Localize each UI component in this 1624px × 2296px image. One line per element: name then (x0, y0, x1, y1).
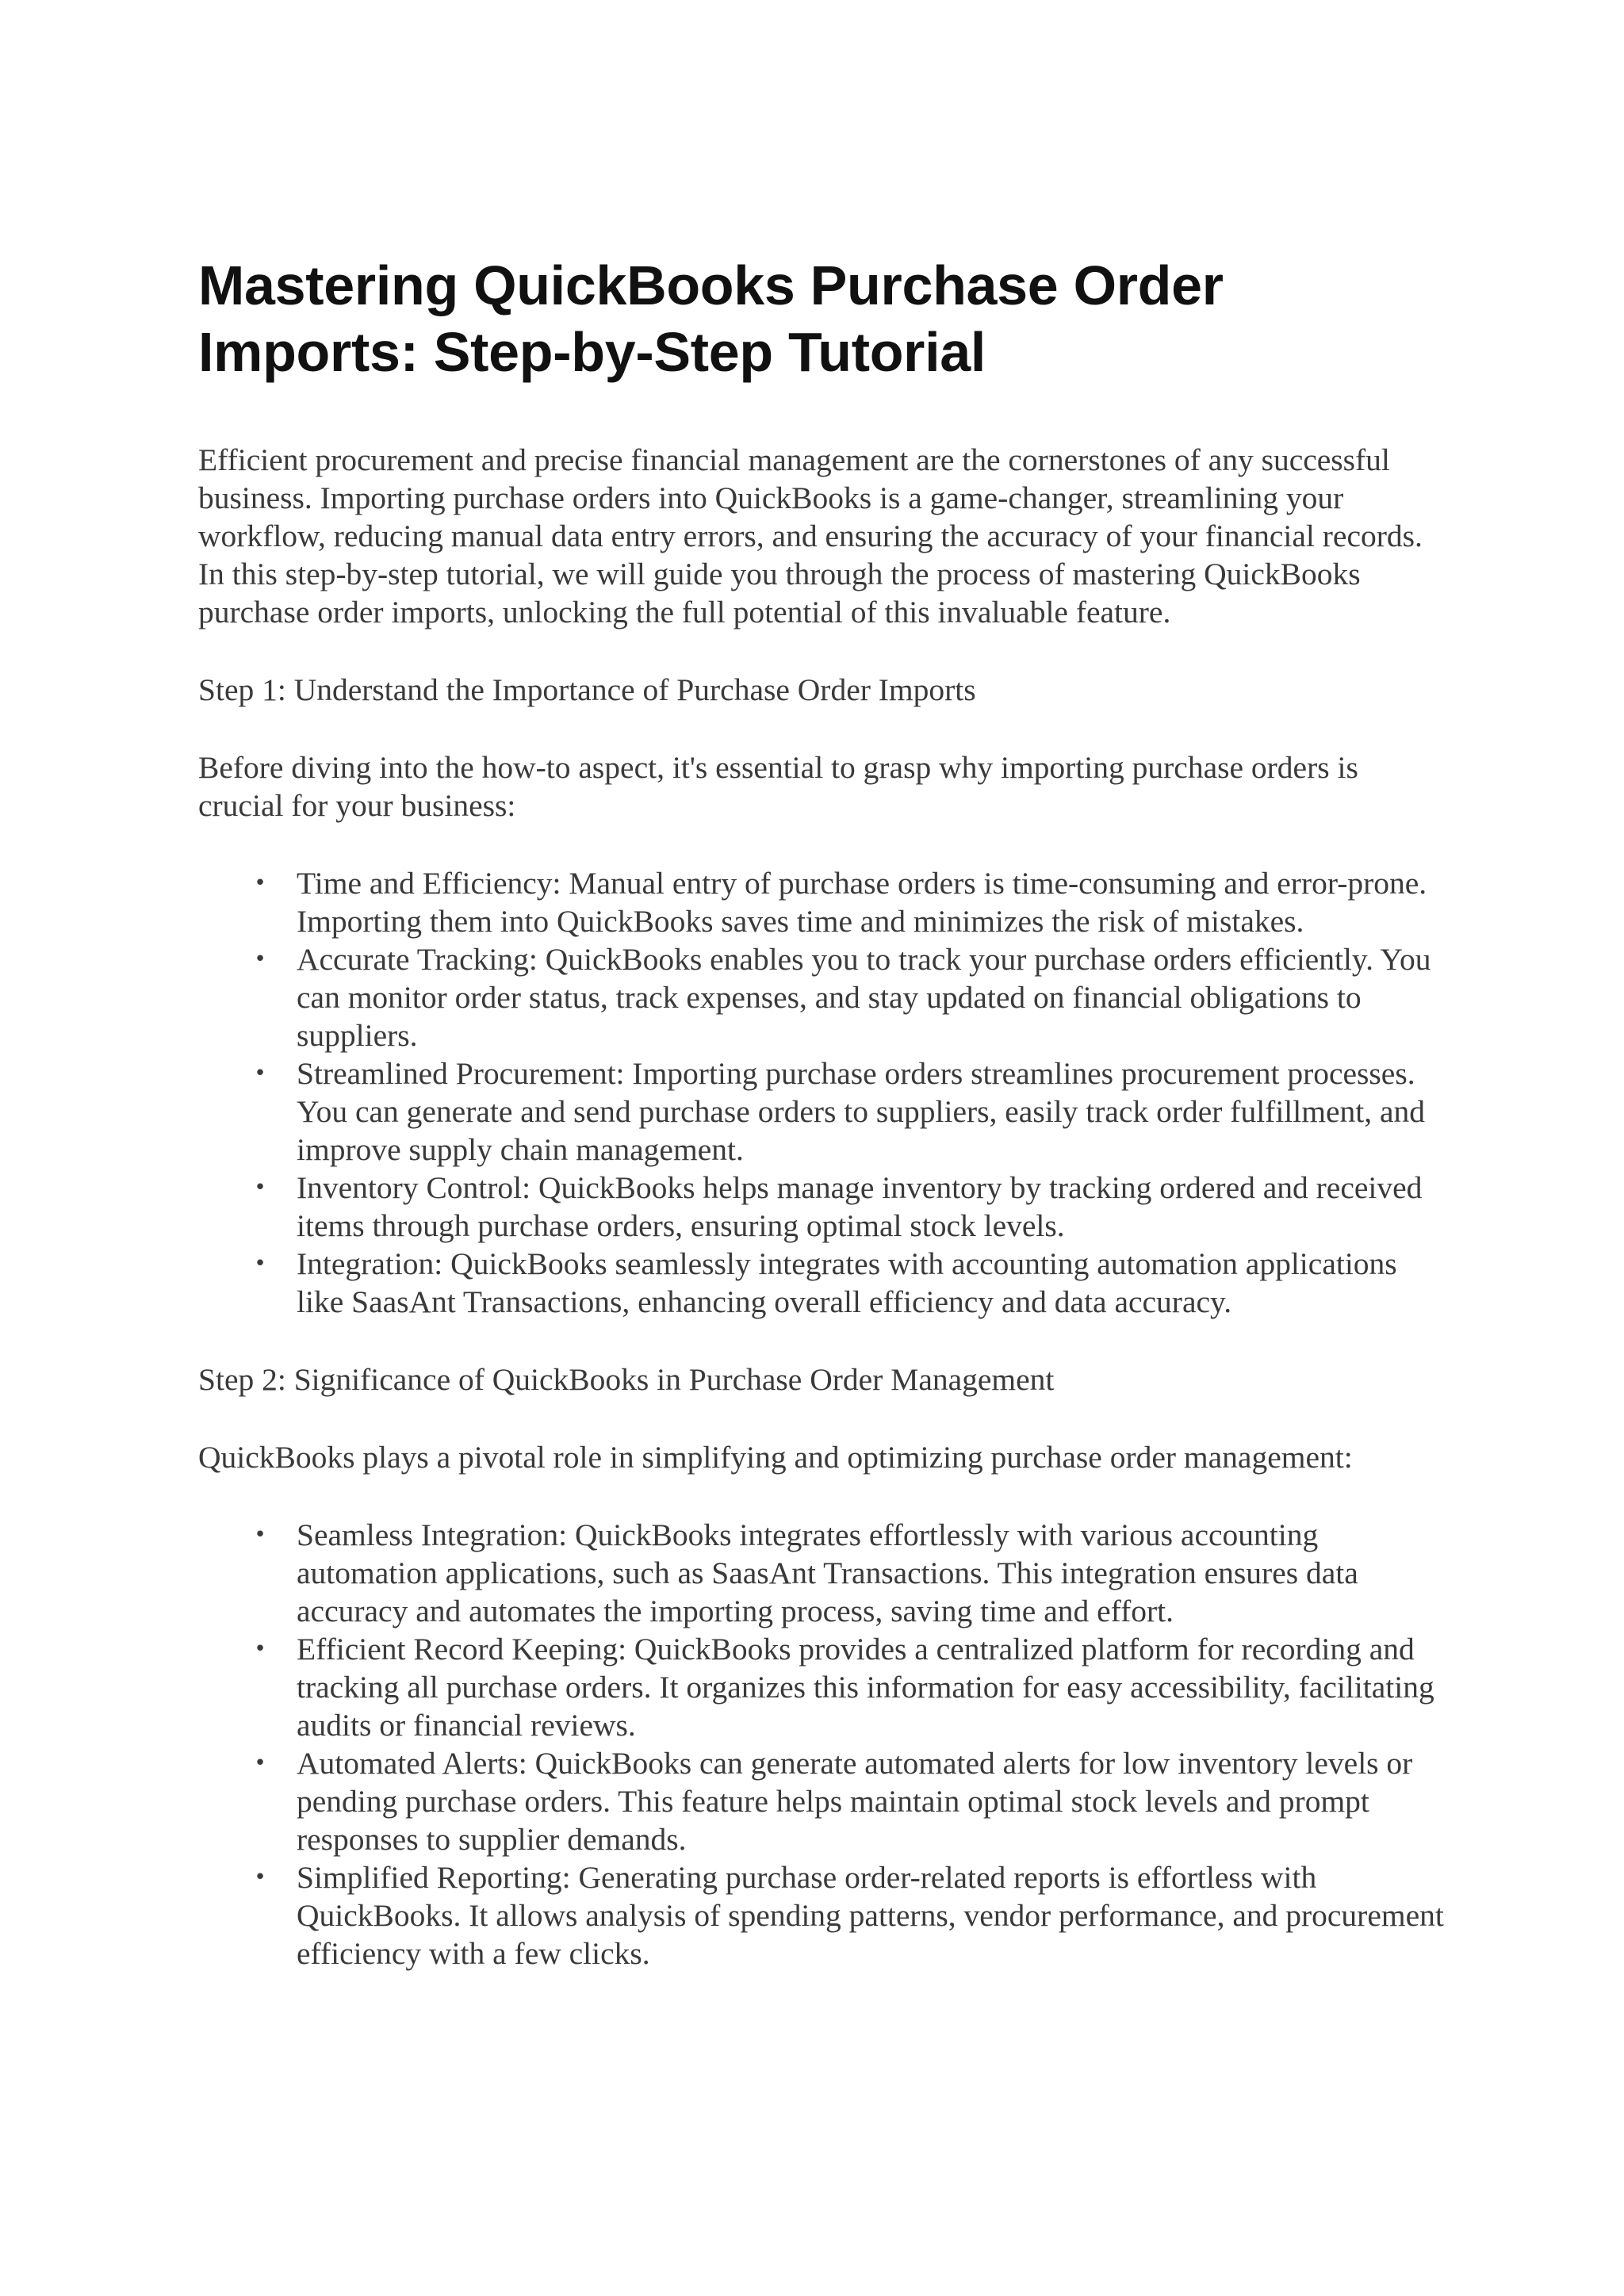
step2-heading: Step 2: Significance of QuickBooks in Purchase Order Management (198, 1362, 1055, 1397)
bullet-icon: • (254, 871, 266, 895)
list-item-text: Seamless Integration: QuickBooks integrates effortlessly with various accounting automation applications, such as SaasAnt Transactions. This integration ensures data accuracy and automates the importing process, saving time and effort. (297, 1517, 1358, 1628)
list-item (198, 1630, 1451, 1744)
step2-lead-paragraph: QuickBooks plays a pivotal role in simplifying and optimizing purchase order management: (198, 1440, 1353, 1475)
intro-paragraph: Efficient procurement and precise financial management are the cornerstones of any successful business. Importing purchase orders into QuickBooks is a game-changer, streamlining your workflow, reducing manual data entry errors, and ensuring the accuracy of your financial records. In this step-by-step tutorial, we will guide you through the process of mastering QuickBooks purchase order imports, unlocking the full potential of this invaluable feature. (198, 442, 1423, 629)
list-item-text: Integration: QuickBooks seamlessly integrates with accounting automation applications like SaasAnt Transactions, enhancing overall efficiency and data accuracy. (297, 1246, 1397, 1319)
list-item-text: Inventory Control: QuickBooks helps manage inventory by tracking ordered and received items through purchase orders, ensuring optimal stock levels. (297, 1170, 1423, 1243)
list-item (198, 1245, 1451, 1321)
list-item (198, 1744, 1451, 1858)
step1-bullet-list (198, 864, 1451, 1321)
page-title: Mastering QuickBooks Purchase Order Imports: Step-by-Step Tutorial (198, 254, 1224, 383)
list-item-text: Streamlined Procurement: Importing purchase orders streamlines procurement processes. You can generate and send purchase orders to suppliers, easily track order fulfillment, and improve supply chain management. (297, 1056, 1426, 1167)
list-item-text: Time and Efficiency: Manual entry of purchase orders is time-consuming and error-prone. Importing them into QuickBooks saves time and minimizes the risk of mistakes. (297, 866, 1427, 939)
list-item (198, 940, 1451, 1054)
step2-bullet-list (198, 1516, 1451, 1973)
document-page (198, 252, 1451, 2012)
bullet-icon: • (254, 947, 266, 971)
list-item-text: Accurate Tracking: QuickBooks enables you to track your purchase orders efficiently. You can monitor order status, track expenses, and stay updated on financial obligations to suppliers. (297, 942, 1431, 1053)
list-item (198, 1858, 1451, 1973)
list-item (198, 864, 1451, 940)
step1-lead-paragraph: Before diving into the how-to aspect, it's essential to grasp why importing purchase orders is crucial for your business: (198, 750, 1358, 823)
bullet-icon: • (254, 1176, 266, 1200)
list-item-text: Simplified Reporting: Generating purchase order-related reports is effortless with QuickBooks. It allows analysis of spending patterns, vendor performance, and procurement efficiency with a few clicks. (297, 1860, 1444, 1971)
bullet-icon: • (254, 1637, 266, 1661)
bullet-icon: • (254, 1252, 266, 1276)
list-item (198, 1169, 1451, 1245)
list-item-text: Automated Alerts: QuickBooks can generate automated alerts for low inventory levels or pending purchase orders. This feature helps maintain optimal stock levels and prompt responses to supplier demands. (297, 1746, 1413, 1857)
bullet-icon: • (254, 1866, 266, 1889)
bullet-icon: • (254, 1062, 266, 1085)
bullet-icon: • (254, 1751, 266, 1775)
bullet-icon: • (254, 1523, 266, 1547)
list-item (198, 1054, 1451, 1169)
list-item (198, 1516, 1451, 1630)
step1-heading: Step 1: Understand the Importance of Purchase Order Imports (198, 672, 976, 707)
list-item-text: Efficient Record Keeping: QuickBooks provides a centralized platform for recording and tracking all purchase orders. It organizes this information for easy accessibility, facilitating audits or financial reviews. (297, 1632, 1434, 1743)
